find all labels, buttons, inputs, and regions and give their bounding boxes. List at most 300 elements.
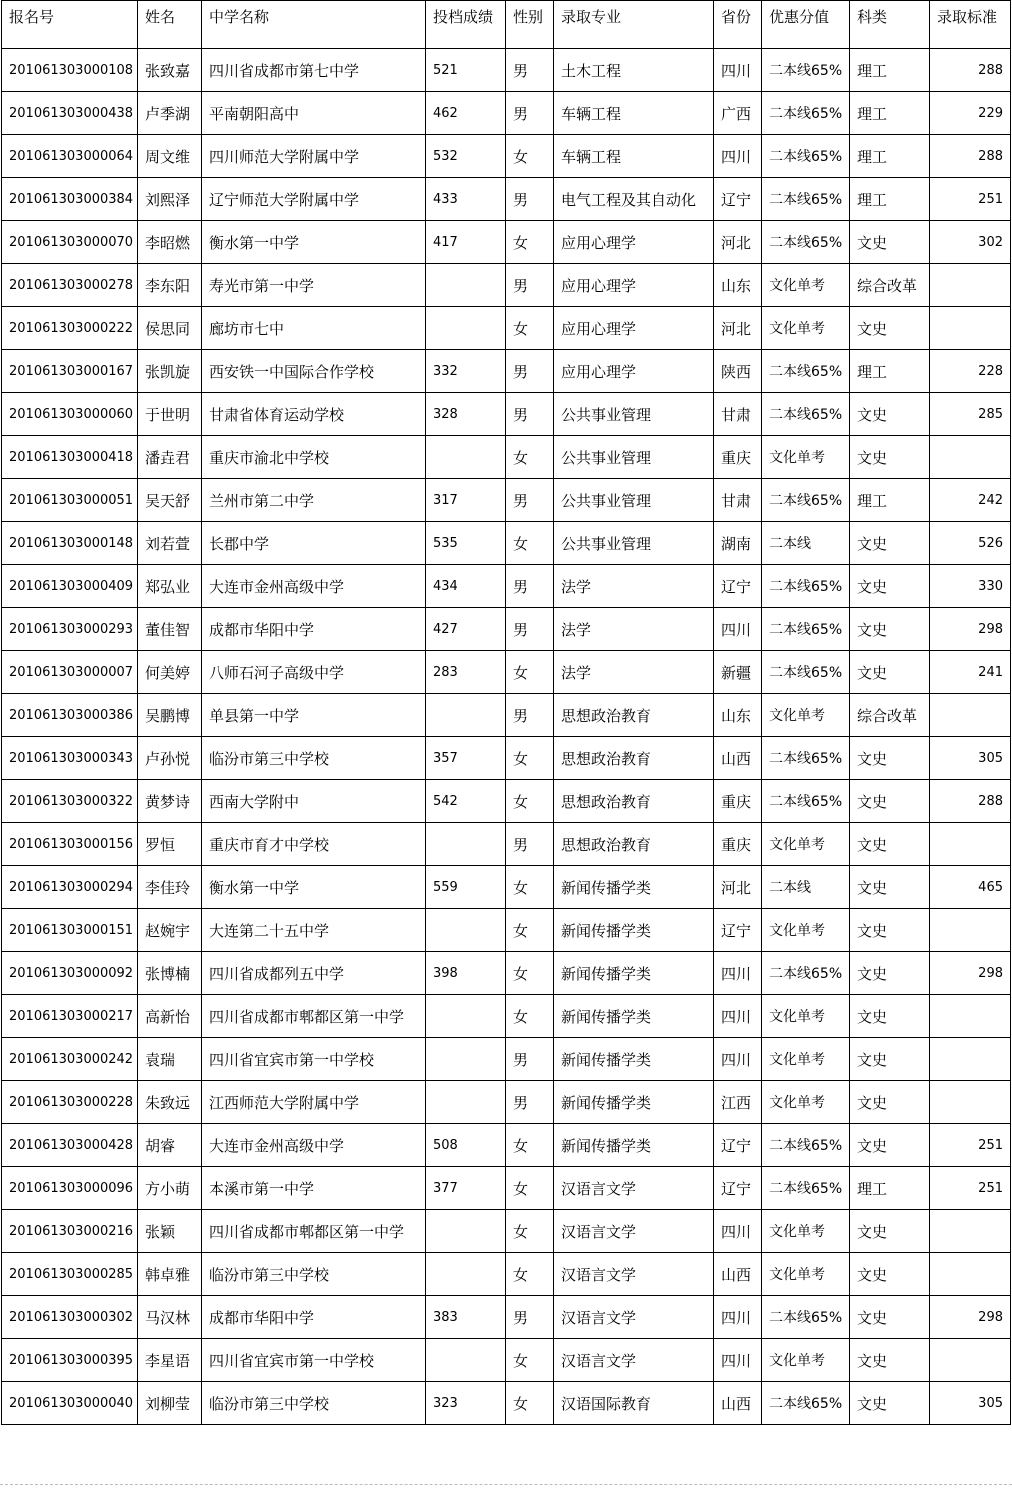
- column-header-gender: 性别: [506, 1, 554, 49]
- cell-category: 文史: [850, 522, 930, 565]
- cell-bonus: 文化单考: [762, 1081, 850, 1124]
- cell-gender: 女: [506, 436, 554, 479]
- cell-reg-no: 201061303000293: [2, 608, 138, 651]
- cell-province: 四川: [714, 1339, 762, 1382]
- table-row: [2, 565, 1011, 608]
- cell-score: [426, 1081, 506, 1124]
- cell-score: 532: [426, 135, 506, 178]
- cell-gender: 女: [506, 221, 554, 264]
- table-row: [2, 952, 1011, 995]
- cell-name: 李佳玲: [138, 866, 202, 909]
- cell-major: 思想政治教育: [554, 780, 714, 823]
- cell-category: 文史: [850, 737, 930, 780]
- cell-category: 文史: [850, 823, 930, 866]
- column-header-name: 姓名: [138, 1, 202, 49]
- cell-school: 重庆市育才中学校: [202, 823, 426, 866]
- table-row: [2, 1339, 1011, 1382]
- cell-reg-no: 201061303000242: [2, 1038, 138, 1081]
- table-row: [2, 651, 1011, 694]
- cell-school: 成都市华阳中学: [202, 608, 426, 651]
- cell-standard: [930, 307, 1011, 350]
- cell-major: 新闻传播学类: [554, 1081, 714, 1124]
- cell-score: 542: [426, 780, 506, 823]
- cell-major: 公共事业管理: [554, 436, 714, 479]
- cell-province: 四川: [714, 135, 762, 178]
- cell-school: 四川省宜宾市第一中学校: [202, 1339, 426, 1382]
- cell-school: 四川师范大学附属中学: [202, 135, 426, 178]
- cell-province: 重庆: [714, 823, 762, 866]
- cell-major: 公共事业管理: [554, 393, 714, 436]
- cell-score: 283: [426, 651, 506, 694]
- cell-province: 山东: [714, 694, 762, 737]
- cell-score: 508: [426, 1124, 506, 1167]
- cell-category: 理工: [850, 135, 930, 178]
- cell-school: 衡水第一中学: [202, 221, 426, 264]
- cell-province: 河北: [714, 307, 762, 350]
- cell-major: 应用心理学: [554, 264, 714, 307]
- column-header-standard: 录取标准: [930, 1, 1011, 49]
- cell-name: 于世明: [138, 393, 202, 436]
- cell-bonus: 二本线65%: [762, 221, 850, 264]
- table-row: [2, 178, 1011, 221]
- cell-major: 应用心理学: [554, 350, 714, 393]
- cell-name: 李星语: [138, 1339, 202, 1382]
- cell-bonus: 文化单考: [762, 436, 850, 479]
- cell-major: 法学: [554, 565, 714, 608]
- cell-gender: 女: [506, 1253, 554, 1296]
- cell-reg-no: 201061303000302: [2, 1296, 138, 1339]
- cell-category: 文史: [850, 651, 930, 694]
- cell-standard: 285: [930, 393, 1011, 436]
- cell-standard: 298: [930, 952, 1011, 995]
- cell-standard: 251: [930, 1167, 1011, 1210]
- cell-score: 383: [426, 1296, 506, 1339]
- cell-reg-no: 201061303000418: [2, 436, 138, 479]
- cell-category: 文史: [850, 307, 930, 350]
- cell-score: [426, 1210, 506, 1253]
- cell-category: 文史: [850, 608, 930, 651]
- cell-province: 陕西: [714, 350, 762, 393]
- cell-standard: 305: [930, 737, 1011, 780]
- cell-school: 临汾市第三中学校: [202, 1253, 426, 1296]
- cell-school: 甘肃省体育运动学校: [202, 393, 426, 436]
- cell-gender: 男: [506, 1081, 554, 1124]
- cell-province: 山西: [714, 1253, 762, 1296]
- cell-category: 文史: [850, 1339, 930, 1382]
- cell-school: 衡水第一中学: [202, 866, 426, 909]
- cell-province: 甘肃: [714, 393, 762, 436]
- cell-bonus: 二本线65%: [762, 92, 850, 135]
- cell-school: 单县第一中学: [202, 694, 426, 737]
- cell-name: 吴鹏博: [138, 694, 202, 737]
- cell-province: 辽宁: [714, 178, 762, 221]
- table-body: [2, 49, 1011, 1425]
- cell-school: 四川省成都市郫都区第一中学: [202, 995, 426, 1038]
- cell-reg-no: 201061303000064: [2, 135, 138, 178]
- table-row: [2, 1210, 1011, 1253]
- cell-category: 理工: [850, 92, 930, 135]
- cell-major: 思想政治教育: [554, 823, 714, 866]
- table-row: [2, 995, 1011, 1038]
- cell-reg-no: 201061303000108: [2, 49, 138, 92]
- cell-score: [426, 995, 506, 1038]
- cell-reg-no: 201061303000409: [2, 565, 138, 608]
- cell-score: 377: [426, 1167, 506, 1210]
- admission-table: [1, 0, 1011, 1425]
- cell-province: 辽宁: [714, 1124, 762, 1167]
- cell-bonus: 二本线65%: [762, 780, 850, 823]
- cell-reg-no: 201061303000051: [2, 479, 138, 522]
- cell-province: 山西: [714, 737, 762, 780]
- table-row: [2, 307, 1011, 350]
- cell-reg-no: 201061303000428: [2, 1124, 138, 1167]
- cell-major: 土木工程: [554, 49, 714, 92]
- cell-major: 汉语言文学: [554, 1339, 714, 1382]
- cell-name: 高新怡: [138, 995, 202, 1038]
- cell-major: 汉语言文学: [554, 1253, 714, 1296]
- table-row: [2, 1167, 1011, 1210]
- cell-reg-no: 201061303000070: [2, 221, 138, 264]
- column-header-province: 省份: [714, 1, 762, 49]
- cell-score: 427: [426, 608, 506, 651]
- table-row: [2, 350, 1011, 393]
- cell-bonus: 二本线65%: [762, 1296, 850, 1339]
- cell-reg-no: 201061303000278: [2, 264, 138, 307]
- column-header-reg-no: 报名号: [2, 1, 138, 49]
- cell-category: 文史: [850, 866, 930, 909]
- cell-bonus: 二本线65%: [762, 350, 850, 393]
- cell-bonus: 二本线65%: [762, 608, 850, 651]
- cell-category: 文史: [850, 565, 930, 608]
- cell-category: 文史: [850, 1124, 930, 1167]
- cell-name: 方小萌: [138, 1167, 202, 1210]
- cell-name: 张致嘉: [138, 49, 202, 92]
- cell-province: 四川: [714, 1210, 762, 1253]
- cell-province: 四川: [714, 995, 762, 1038]
- cell-province: 江西: [714, 1081, 762, 1124]
- cell-reg-no: 201061303000285: [2, 1253, 138, 1296]
- cell-name: 刘熙泽: [138, 178, 202, 221]
- table-row: [2, 1382, 1011, 1425]
- cell-name: 韩卓雅: [138, 1253, 202, 1296]
- cell-score: [426, 823, 506, 866]
- cell-score: 434: [426, 565, 506, 608]
- cell-name: 刘柳莹: [138, 1382, 202, 1425]
- cell-gender: 男: [506, 350, 554, 393]
- cell-province: 河北: [714, 221, 762, 264]
- cell-standard: [930, 1081, 1011, 1124]
- table-row: [2, 909, 1011, 952]
- column-header-major: 录取专业: [554, 1, 714, 49]
- cell-score: 357: [426, 737, 506, 780]
- cell-gender: 男: [506, 1038, 554, 1081]
- cell-province: 四川: [714, 1038, 762, 1081]
- cell-gender: 女: [506, 1339, 554, 1382]
- cell-gender: 男: [506, 823, 554, 866]
- cell-bonus: 文化单考: [762, 909, 850, 952]
- cell-score: [426, 694, 506, 737]
- cell-reg-no: 201061303000092: [2, 952, 138, 995]
- cell-reg-no: 201061303000438: [2, 92, 138, 135]
- cell-category: 文史: [850, 221, 930, 264]
- cell-bonus: 二本线: [762, 522, 850, 565]
- cell-name: 李东阳: [138, 264, 202, 307]
- cell-reg-no: 201061303000384: [2, 178, 138, 221]
- cell-school: 本溪市第一中学: [202, 1167, 426, 1210]
- cell-gender: 女: [506, 952, 554, 995]
- cell-reg-no: 201061303000228: [2, 1081, 138, 1124]
- cell-reg-no: 201061303000156: [2, 823, 138, 866]
- cell-gender: 男: [506, 565, 554, 608]
- cell-school: 临汾市第三中学校: [202, 1382, 426, 1425]
- cell-score: [426, 1038, 506, 1081]
- cell-category: 文史: [850, 1081, 930, 1124]
- cell-bonus: 二本线65%: [762, 393, 850, 436]
- cell-standard: [930, 909, 1011, 952]
- cell-major: 新闻传播学类: [554, 995, 714, 1038]
- table-row: [2, 608, 1011, 651]
- cell-province: 四川: [714, 49, 762, 92]
- cell-standard: 228: [930, 350, 1011, 393]
- cell-school: 兰州市第二中学: [202, 479, 426, 522]
- cell-score: 332: [426, 350, 506, 393]
- cell-standard: 305: [930, 1382, 1011, 1425]
- cell-gender: 男: [506, 1296, 554, 1339]
- cell-major: 新闻传播学类: [554, 1038, 714, 1081]
- cell-reg-no: 201061303000060: [2, 393, 138, 436]
- cell-province: 辽宁: [714, 565, 762, 608]
- column-header-score: 投档成绩: [426, 1, 506, 49]
- cell-reg-no: 201061303000294: [2, 866, 138, 909]
- cell-score: [426, 307, 506, 350]
- cell-school: 四川省宜宾市第一中学校: [202, 1038, 426, 1081]
- cell-standard: 465: [930, 866, 1011, 909]
- cell-name: 张颖: [138, 1210, 202, 1253]
- page-break-line: [0, 1484, 1012, 1485]
- cell-gender: 女: [506, 780, 554, 823]
- cell-gender: 女: [506, 1382, 554, 1425]
- cell-major: 电气工程及其自动化: [554, 178, 714, 221]
- cell-bonus: 文化单考: [762, 995, 850, 1038]
- table-row: [2, 780, 1011, 823]
- cell-school: 长郡中学: [202, 522, 426, 565]
- cell-score: 433: [426, 178, 506, 221]
- cell-score: [426, 264, 506, 307]
- cell-gender: 女: [506, 307, 554, 350]
- cell-major: 新闻传播学类: [554, 866, 714, 909]
- cell-reg-no: 201061303000216: [2, 1210, 138, 1253]
- cell-province: 新疆: [714, 651, 762, 694]
- cell-major: 思想政治教育: [554, 737, 714, 780]
- cell-reg-no: 201061303000148: [2, 522, 138, 565]
- table-row: [2, 479, 1011, 522]
- cell-reg-no: 201061303000222: [2, 307, 138, 350]
- cell-name: 朱致远: [138, 1081, 202, 1124]
- cell-bonus: 二本线65%: [762, 1124, 850, 1167]
- cell-standard: [930, 823, 1011, 866]
- cell-standard: 526: [930, 522, 1011, 565]
- cell-school: 平南朝阳高中: [202, 92, 426, 135]
- column-header-bonus: 优惠分值: [762, 1, 850, 49]
- cell-province: 辽宁: [714, 909, 762, 952]
- cell-major: 法学: [554, 651, 714, 694]
- cell-name: 卢季湖: [138, 92, 202, 135]
- cell-name: 周文维: [138, 135, 202, 178]
- header-row: [2, 1, 1011, 49]
- cell-major: 新闻传播学类: [554, 909, 714, 952]
- cell-province: 河北: [714, 866, 762, 909]
- cell-reg-no: 201061303000217: [2, 995, 138, 1038]
- cell-province: 山西: [714, 1382, 762, 1425]
- cell-gender: 女: [506, 651, 554, 694]
- cell-gender: 男: [506, 92, 554, 135]
- table-row: [2, 221, 1011, 264]
- column-header-category: 科类: [850, 1, 930, 49]
- cell-standard: [930, 264, 1011, 307]
- cell-gender: 女: [506, 909, 554, 952]
- cell-bonus: 文化单考: [762, 1038, 850, 1081]
- cell-score: [426, 1253, 506, 1296]
- cell-school: 成都市华阳中学: [202, 1296, 426, 1339]
- cell-score: 323: [426, 1382, 506, 1425]
- cell-reg-no: 201061303000007: [2, 651, 138, 694]
- cell-name: 卢孙悦: [138, 737, 202, 780]
- table-row: [2, 866, 1011, 909]
- cell-standard: 251: [930, 178, 1011, 221]
- cell-name: 刘若萱: [138, 522, 202, 565]
- cell-bonus: 文化单考: [762, 264, 850, 307]
- cell-category: 理工: [850, 1167, 930, 1210]
- cell-standard: 251: [930, 1124, 1011, 1167]
- table-row: [2, 694, 1011, 737]
- table-row: [2, 1038, 1011, 1081]
- cell-school: 辽宁师范大学附属中学: [202, 178, 426, 221]
- table-row: [2, 737, 1011, 780]
- cell-standard: [930, 1210, 1011, 1253]
- cell-score: [426, 436, 506, 479]
- cell-province: 重庆: [714, 780, 762, 823]
- table-header: [2, 1, 1011, 49]
- cell-school: 西安铁一中国际合作学校: [202, 350, 426, 393]
- cell-bonus: 文化单考: [762, 1339, 850, 1382]
- cell-standard: [930, 995, 1011, 1038]
- cell-standard: 242: [930, 479, 1011, 522]
- cell-category: 理工: [850, 49, 930, 92]
- table-row: [2, 1124, 1011, 1167]
- cell-school: 大连市金州高级中学: [202, 565, 426, 608]
- cell-score: [426, 909, 506, 952]
- cell-gender: 女: [506, 737, 554, 780]
- cell-standard: 288: [930, 135, 1011, 178]
- cell-category: 文史: [850, 1038, 930, 1081]
- cell-standard: 330: [930, 565, 1011, 608]
- cell-major: 新闻传播学类: [554, 1124, 714, 1167]
- cell-category: 理工: [850, 178, 930, 221]
- cell-bonus: 二本线65%: [762, 479, 850, 522]
- cell-reg-no: 201061303000096: [2, 1167, 138, 1210]
- cell-category: 理工: [850, 479, 930, 522]
- table-row: [2, 1296, 1011, 1339]
- cell-category: 综合改革: [850, 694, 930, 737]
- cell-school: 西南大学附中: [202, 780, 426, 823]
- cell-standard: [930, 1253, 1011, 1296]
- cell-standard: 241: [930, 651, 1011, 694]
- cell-gender: 男: [506, 479, 554, 522]
- cell-score: 535: [426, 522, 506, 565]
- cell-school: 江西师范大学附属中学: [202, 1081, 426, 1124]
- cell-category: 文史: [850, 1253, 930, 1296]
- cell-score: 317: [426, 479, 506, 522]
- cell-major: 公共事业管理: [554, 522, 714, 565]
- cell-gender: 女: [506, 1210, 554, 1253]
- cell-gender: 男: [506, 393, 554, 436]
- cell-major: 思想政治教育: [554, 694, 714, 737]
- cell-score: 462: [426, 92, 506, 135]
- table-row: [2, 1253, 1011, 1296]
- cell-major: 汉语言文学: [554, 1167, 714, 1210]
- cell-name: 赵婉宇: [138, 909, 202, 952]
- cell-score: 521: [426, 49, 506, 92]
- cell-score: 559: [426, 866, 506, 909]
- cell-category: 文史: [850, 1210, 930, 1253]
- cell-score: [426, 1339, 506, 1382]
- cell-category: 文史: [850, 1382, 930, 1425]
- cell-category: 文史: [850, 780, 930, 823]
- cell-category: 文史: [850, 952, 930, 995]
- cell-gender: 女: [506, 522, 554, 565]
- cell-score: 398: [426, 952, 506, 995]
- cell-standard: 229: [930, 92, 1011, 135]
- cell-major: 车辆工程: [554, 92, 714, 135]
- cell-standard: [930, 694, 1011, 737]
- cell-standard: 288: [930, 780, 1011, 823]
- cell-school: 大连市金州高级中学: [202, 1124, 426, 1167]
- table-row: [2, 436, 1011, 479]
- cell-name: 何美婷: [138, 651, 202, 694]
- cell-major: 车辆工程: [554, 135, 714, 178]
- cell-standard: [930, 1339, 1011, 1382]
- cell-gender: 女: [506, 135, 554, 178]
- cell-school: 八师石河子高级中学: [202, 651, 426, 694]
- cell-name: 张凯旋: [138, 350, 202, 393]
- cell-name: 郑弘业: [138, 565, 202, 608]
- cell-gender: 男: [506, 694, 554, 737]
- cell-category: 文史: [850, 436, 930, 479]
- cell-name: 潘垚君: [138, 436, 202, 479]
- cell-school: 四川省成都市第七中学: [202, 49, 426, 92]
- cell-province: 山东: [714, 264, 762, 307]
- cell-category: 综合改革: [850, 264, 930, 307]
- cell-category: 文史: [850, 393, 930, 436]
- cell-school: 大连第二十五中学: [202, 909, 426, 952]
- cell-name: 李昭燃: [138, 221, 202, 264]
- table-row: [2, 264, 1011, 307]
- cell-reg-no: 201061303000167: [2, 350, 138, 393]
- cell-category: 文史: [850, 1296, 930, 1339]
- cell-name: 侯思同: [138, 307, 202, 350]
- cell-gender: 男: [506, 608, 554, 651]
- table-row: [2, 823, 1011, 866]
- cell-major: 汉语言文学: [554, 1210, 714, 1253]
- table-row: [2, 135, 1011, 178]
- cell-major: 应用心理学: [554, 221, 714, 264]
- cell-category: 文史: [850, 995, 930, 1038]
- cell-school: 廊坊市七中: [202, 307, 426, 350]
- cell-school: 寿光市第一中学: [202, 264, 426, 307]
- cell-gender: 男: [506, 264, 554, 307]
- cell-bonus: 二本线65%: [762, 135, 850, 178]
- cell-reg-no: 201061303000040: [2, 1382, 138, 1425]
